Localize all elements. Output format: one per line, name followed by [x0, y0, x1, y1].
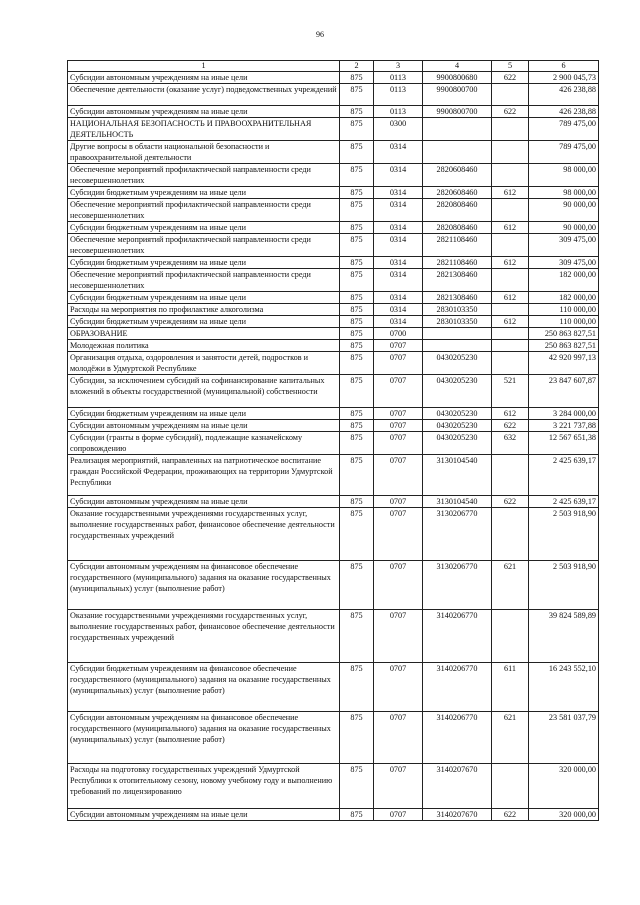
row-name-cell: Обеспечение деятельности (оказание услуг) подведомственных учреждений	[68, 84, 340, 106]
row-expense-type-cell: 622	[492, 106, 529, 118]
row-amount-cell: 789 475,00	[529, 118, 599, 141]
table-row	[68, 164, 599, 187]
table-row	[68, 496, 599, 508]
row-section-code-cell: 0707	[374, 610, 423, 663]
table-row	[68, 222, 599, 234]
row-expense-type-cell	[492, 118, 529, 141]
row-name-cell: Субсидии бюджетным учреждениям на иные цели	[68, 292, 340, 304]
table-row	[68, 304, 599, 316]
row-name-cell: Оказание государственными учреждениями государственных услуг, выполнение государственных работ, финансовое обеспечение деятельности государственных учреждений	[68, 610, 340, 663]
row-admin-code-cell: 875	[340, 712, 374, 764]
row-admin-code-cell: 875	[340, 375, 374, 408]
row-admin-code-cell: 875	[340, 141, 374, 164]
row-expense-type-cell: 622	[492, 809, 529, 821]
row-name-cell: НАЦИОНАЛЬНАЯ БЕЗОПАСНОСТЬ И ПРАВООХРАНИТЕЛЬНАЯ ДЕЯТЕЛЬНОСТЬ	[68, 118, 340, 141]
row-target-code-cell: 2820808460	[423, 199, 492, 222]
row-target-code-cell: 9900800680	[423, 72, 492, 84]
row-admin-code-cell: 875	[340, 455, 374, 496]
row-amount-cell: 3 284 000,00	[529, 408, 599, 420]
header-col-4: 4	[423, 61, 492, 72]
row-name-cell: Субсидии бюджетным учреждениям на финансовое обеспечение государственного (муниципального) задания на оказание государственных (муниципальных) услуг (выполнение работ)	[68, 663, 340, 712]
page-number: 96	[316, 30, 324, 39]
row-expense-type-cell	[492, 164, 529, 187]
row-name-cell: Обеспечение мероприятий профилактической направленности среди несовершеннолетних	[68, 199, 340, 222]
row-target-code-cell: 3130104540	[423, 455, 492, 496]
row-section-code-cell: 0707	[374, 496, 423, 508]
row-expense-type-cell: 612	[492, 257, 529, 269]
row-expense-type-cell	[492, 508, 529, 561]
row-name-cell: Организация отдыха, оздоровления и занятости детей, подростков и молодёжи в Удмуртской Республике	[68, 352, 340, 375]
row-target-code-cell	[423, 328, 492, 340]
row-admin-code-cell: 875	[340, 420, 374, 432]
row-amount-cell: 320 000,00	[529, 764, 599, 809]
row-admin-code-cell: 875	[340, 764, 374, 809]
row-admin-code-cell: 875	[340, 328, 374, 340]
row-section-code-cell: 0314	[374, 292, 423, 304]
table-row	[68, 234, 599, 257]
row-section-code-cell: 0314	[374, 164, 423, 187]
row-name-cell: Другие вопросы в области национальной безопасности и правоохранительной деятельности	[68, 141, 340, 164]
row-name-cell: Обеспечение мероприятий профилактической направленности среди несовершеннолетних	[68, 269, 340, 292]
row-expense-type-cell: 611	[492, 663, 529, 712]
row-admin-code-cell: 875	[340, 340, 374, 352]
row-target-code-cell	[423, 141, 492, 164]
row-amount-cell: 90 000,00	[529, 199, 599, 222]
row-admin-code-cell: 875	[340, 663, 374, 712]
row-amount-cell: 2 425 639,17	[529, 455, 599, 496]
row-admin-code-cell: 875	[340, 164, 374, 187]
row-name-cell: Субсидии автономным учреждениям на иные цели	[68, 106, 340, 118]
row-admin-code-cell: 875	[340, 72, 374, 84]
row-section-code-cell: 0707	[374, 712, 423, 764]
header-row	[68, 61, 599, 72]
table-row	[68, 292, 599, 304]
row-amount-cell: 98 000,00	[529, 164, 599, 187]
row-admin-code-cell: 875	[340, 496, 374, 508]
row-section-code-cell: 0314	[374, 269, 423, 292]
table-row	[68, 328, 599, 340]
row-expense-type-cell	[492, 328, 529, 340]
header-col-3: 3	[374, 61, 423, 72]
row-expense-type-cell	[492, 234, 529, 257]
table-row	[68, 455, 599, 496]
row-section-code-cell: 0113	[374, 106, 423, 118]
row-amount-cell: 23 581 037,79	[529, 712, 599, 764]
row-name-cell: Субсидии автономным учреждениям на иные цели	[68, 496, 340, 508]
row-amount-cell: 23 847 607,87	[529, 375, 599, 408]
row-name-cell: Оказание государственными учреждениями государственных услуг, выполнение государственных работ, финансовое обеспечение деятельности государственных учреждений	[68, 508, 340, 561]
row-section-code-cell: 0314	[374, 316, 423, 328]
row-admin-code-cell: 875	[340, 187, 374, 199]
row-name-cell: Субсидии, за исключением субсидий на софинансирование капитальных вложений в объекты государственной (муниципальной) собственности	[68, 375, 340, 408]
row-name-cell: ОБРАЗОВАНИЕ	[68, 328, 340, 340]
row-name-cell: Субсидии автономным учреждениям на иные цели	[68, 809, 340, 821]
row-target-code-cell: 3130206770	[423, 508, 492, 561]
row-expense-type-cell: 632	[492, 432, 529, 455]
row-name-cell: Обеспечение мероприятий профилактической направленности среди несовершеннолетних	[68, 234, 340, 257]
row-expense-type-cell: 622	[492, 496, 529, 508]
row-admin-code-cell: 875	[340, 561, 374, 610]
row-target-code-cell	[423, 118, 492, 141]
table-row	[68, 316, 599, 328]
table-row	[68, 610, 599, 663]
row-amount-cell: 42 920 997,13	[529, 352, 599, 375]
row-section-code-cell: 0707	[374, 663, 423, 712]
row-target-code-cell: 3140206770	[423, 610, 492, 663]
row-section-code-cell: 0707	[374, 408, 423, 420]
row-expense-type-cell	[492, 352, 529, 375]
table-row	[68, 408, 599, 420]
row-target-code-cell: 9900800700	[423, 84, 492, 106]
row-target-code-cell: 3140207670	[423, 809, 492, 821]
row-name-cell: Субсидии бюджетным учреждениям на иные цели	[68, 408, 340, 420]
row-amount-cell: 182 000,00	[529, 269, 599, 292]
header-col-6: 6	[529, 61, 599, 72]
row-target-code-cell: 0430205230	[423, 432, 492, 455]
table-row	[68, 432, 599, 455]
row-section-code-cell: 0314	[374, 257, 423, 269]
row-name-cell: Молодежная политика	[68, 340, 340, 352]
row-section-code-cell: 0113	[374, 72, 423, 84]
table-row	[68, 712, 599, 764]
row-expense-type-cell: 612	[492, 187, 529, 199]
row-expense-type-cell: 612	[492, 316, 529, 328]
row-amount-cell: 250 863 827,51	[529, 328, 599, 340]
row-target-code-cell: 0430205230	[423, 375, 492, 408]
row-section-code-cell: 0314	[374, 234, 423, 257]
row-expense-type-cell	[492, 199, 529, 222]
row-expense-type-cell: 621	[492, 712, 529, 764]
row-target-code-cell: 3140206770	[423, 712, 492, 764]
row-target-code-cell: 2821308460	[423, 292, 492, 304]
row-name-cell: Субсидии бюджетным учреждениям на иные цели	[68, 257, 340, 269]
table-row	[68, 420, 599, 432]
row-section-code-cell: 0707	[374, 340, 423, 352]
row-target-code-cell: 2821108460	[423, 257, 492, 269]
row-target-code-cell: 2820608460	[423, 164, 492, 187]
table-row	[68, 84, 599, 106]
row-section-code-cell: 0314	[374, 304, 423, 316]
row-amount-cell: 2 900 045,73	[529, 72, 599, 84]
row-admin-code-cell: 875	[340, 352, 374, 375]
table-row	[68, 269, 599, 292]
row-name-cell: Субсидии автономным учреждениям на иные цели	[68, 72, 340, 84]
row-section-code-cell: 0314	[374, 187, 423, 199]
row-amount-cell: 320 000,00	[529, 809, 599, 821]
row-section-code-cell: 0314	[374, 222, 423, 234]
row-section-code-cell: 0707	[374, 809, 423, 821]
table-row	[68, 118, 599, 141]
table-row	[68, 106, 599, 118]
row-expense-type-cell	[492, 340, 529, 352]
row-target-code-cell: 2830103350	[423, 316, 492, 328]
row-amount-cell: 110 000,00	[529, 304, 599, 316]
row-expense-type-cell: 622	[492, 420, 529, 432]
row-section-code-cell: 0707	[374, 432, 423, 455]
row-target-code-cell: 2830103350	[423, 304, 492, 316]
table-row	[68, 141, 599, 164]
row-admin-code-cell: 875	[340, 304, 374, 316]
row-target-code-cell: 3130206770	[423, 561, 492, 610]
row-expense-type-cell	[492, 84, 529, 106]
row-section-code-cell: 0314	[374, 199, 423, 222]
row-expense-type-cell	[492, 269, 529, 292]
row-expense-type-cell: 612	[492, 408, 529, 420]
row-section-code-cell: 0707	[374, 508, 423, 561]
row-expense-type-cell	[492, 610, 529, 663]
row-admin-code-cell: 875	[340, 408, 374, 420]
table-row	[68, 72, 599, 84]
row-section-code-cell: 0707	[374, 420, 423, 432]
row-target-code-cell: 2820808460	[423, 222, 492, 234]
row-amount-cell: 16 243 552,10	[529, 663, 599, 712]
row-name-cell: Реализация мероприятий, направленных на патриотическое воспитание граждан Российской Федерации, проживающих на территории Удмуртской Республики	[68, 455, 340, 496]
header-col-1: 1	[68, 61, 340, 72]
row-target-code-cell: 0430205230	[423, 352, 492, 375]
row-section-code-cell: 0707	[374, 455, 423, 496]
table-body	[68, 72, 599, 821]
row-name-cell: Субсидии (гранты в форме субсидий), подлежащие казначейскому сопровождению	[68, 432, 340, 455]
row-name-cell: Субсидии автономным учреждениям на иные цели	[68, 420, 340, 432]
row-section-code-cell: 0707	[374, 352, 423, 375]
row-amount-cell: 110 000,00	[529, 316, 599, 328]
row-expense-type-cell	[492, 764, 529, 809]
budget-table	[67, 60, 599, 821]
table-row	[68, 340, 599, 352]
row-expense-type-cell	[492, 455, 529, 496]
row-amount-cell: 250 863 827,51	[529, 340, 599, 352]
row-admin-code-cell: 875	[340, 432, 374, 455]
row-amount-cell: 2 425 639,17	[529, 496, 599, 508]
row-expense-type-cell: 521	[492, 375, 529, 408]
row-section-code-cell: 0314	[374, 141, 423, 164]
table-row	[68, 663, 599, 712]
row-admin-code-cell: 875	[340, 257, 374, 269]
row-section-code-cell: 0300	[374, 118, 423, 141]
row-section-code-cell: 0700	[374, 328, 423, 340]
row-section-code-cell: 0707	[374, 375, 423, 408]
row-expense-type-cell: 621	[492, 561, 529, 610]
row-name-cell: Субсидии бюджетным учреждениям на иные цели	[68, 187, 340, 199]
row-amount-cell: 309 475,00	[529, 257, 599, 269]
row-admin-code-cell: 875	[340, 508, 374, 561]
row-amount-cell: 3 221 737,88	[529, 420, 599, 432]
row-name-cell: Субсидии автономным учреждениям на финансовое обеспечение государственного (муниципального) задания на оказание государственных (муниципальных) услуг (выполнение работ)	[68, 561, 340, 610]
row-name-cell: Расходы на мероприятия по профилактике алкоголизма	[68, 304, 340, 316]
row-target-code-cell: 9900800700	[423, 106, 492, 118]
row-admin-code-cell: 875	[340, 234, 374, 257]
row-admin-code-cell: 875	[340, 269, 374, 292]
row-admin-code-cell: 875	[340, 316, 374, 328]
table-row	[68, 809, 599, 821]
row-admin-code-cell: 875	[340, 84, 374, 106]
row-admin-code-cell: 875	[340, 118, 374, 141]
row-target-code-cell	[423, 340, 492, 352]
row-admin-code-cell: 875	[340, 292, 374, 304]
row-amount-cell: 12 567 651,38	[529, 432, 599, 455]
row-expense-type-cell: 612	[492, 222, 529, 234]
row-amount-cell: 39 824 589,89	[529, 610, 599, 663]
row-section-code-cell: 0113	[374, 84, 423, 106]
row-target-code-cell: 3130104540	[423, 496, 492, 508]
row-name-cell: Субсидии бюджетным учреждениям на иные цели	[68, 222, 340, 234]
row-name-cell: Расходы на подготовку государственных учреждений Удмуртской Республики к отопительному сезону, новому учебному году и выполнению требований по лицензированию	[68, 764, 340, 809]
row-name-cell: Субсидии бюджетным учреждениям на иные цели	[68, 316, 340, 328]
row-target-code-cell: 3140206770	[423, 663, 492, 712]
table-row	[68, 257, 599, 269]
row-section-code-cell: 0707	[374, 764, 423, 809]
row-amount-cell: 789 475,00	[529, 141, 599, 164]
table-row	[68, 352, 599, 375]
row-amount-cell: 426 238,88	[529, 106, 599, 118]
row-name-cell: Обеспечение мероприятий профилактической направленности среди несовершеннолетних	[68, 164, 340, 187]
row-section-code-cell: 0707	[374, 561, 423, 610]
row-target-code-cell: 3140207670	[423, 764, 492, 809]
row-admin-code-cell: 875	[340, 106, 374, 118]
row-admin-code-cell: 875	[340, 610, 374, 663]
table-row	[68, 375, 599, 408]
row-admin-code-cell: 875	[340, 222, 374, 234]
row-expense-type-cell: 622	[492, 72, 529, 84]
row-amount-cell: 426 238,88	[529, 84, 599, 106]
row-amount-cell: 98 000,00	[529, 187, 599, 199]
row-expense-type-cell	[492, 304, 529, 316]
row-target-code-cell: 2821108460	[423, 234, 492, 257]
row-expense-type-cell	[492, 141, 529, 164]
table-row	[68, 508, 599, 561]
row-amount-cell: 182 000,00	[529, 292, 599, 304]
table-row	[68, 199, 599, 222]
row-amount-cell: 2 503 918,90	[529, 508, 599, 561]
row-admin-code-cell: 875	[340, 199, 374, 222]
header-col-5: 5	[492, 61, 529, 72]
row-admin-code-cell: 875	[340, 809, 374, 821]
table-row	[68, 187, 599, 199]
row-amount-cell: 2 503 918,90	[529, 561, 599, 610]
row-target-code-cell: 2821308460	[423, 269, 492, 292]
row-target-code-cell: 2820608460	[423, 187, 492, 199]
row-amount-cell: 309 475,00	[529, 234, 599, 257]
table-row	[68, 764, 599, 809]
row-target-code-cell: 0430205230	[423, 420, 492, 432]
row-amount-cell: 90 000,00	[529, 222, 599, 234]
header-col-2: 2	[340, 61, 374, 72]
row-name-cell: Субсидии автономным учреждениям на финансовое обеспечение государственного (муниципального) задания на оказание государственных (муниципальных) услуг (выполнение работ)	[68, 712, 340, 764]
table-row	[68, 561, 599, 610]
row-target-code-cell: 0430205230	[423, 408, 492, 420]
row-expense-type-cell: 612	[492, 292, 529, 304]
